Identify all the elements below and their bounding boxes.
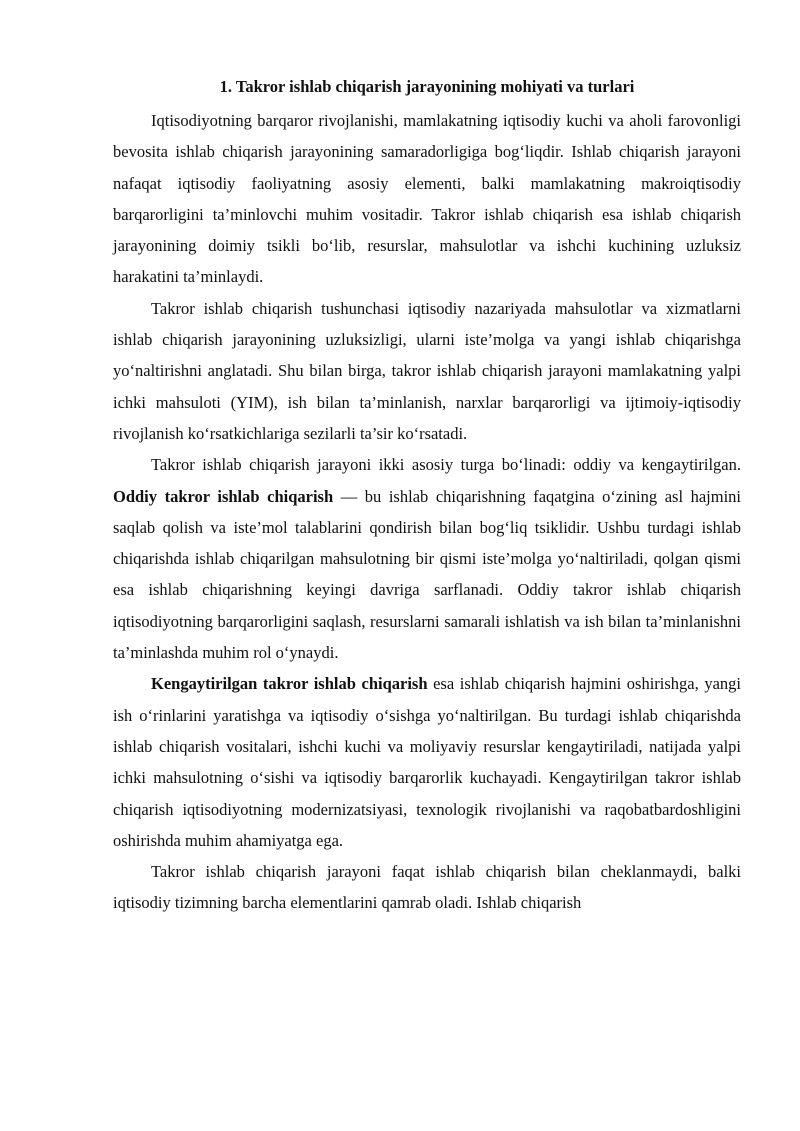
document-body bbox=[113, 71, 741, 919]
paragraph-5: Takror ishlab chiqarish jarayoni faqat ishlab chiqarish bilan cheklanmaydi, balki iqtisodiy tizimning barcha elementlarini qamrab oladi. Ishlab chiqarish bbox=[113, 862, 741, 913]
paragraph-3-lead: Takror ishlab chiqarish jarayoni ikki asosiy turga bo‘linadi: oddiy va kengaytirilgan. bbox=[151, 455, 741, 475]
paragraph-4 bbox=[113, 668, 741, 856]
term-expanded-reproduction: Kengaytirilgan takror ishlab chiqarish bbox=[151, 674, 428, 694]
term-simple-reproduction: Oddiy takror ishlab chiqarish bbox=[113, 486, 334, 506]
paragraph-3 bbox=[113, 449, 741, 668]
paragraph-4-body: esa ishlab chiqarish hajmini oshirishga, yangi ish o‘rinlarini yaratishga va iqtisodiy o‘sishga yo‘naltirilgan. Bu turdagi ishlab chiqarishda ishlab chiqarish vositalari, ishchi kuchi va moliyaviy resurslar kengaytiriladi, natijada yalpi ichki mahsulotning o‘sishi va iqtisodiy barqarorlik kuchayadi. Kengaytirilgan takror ishlab chiqarish iqtisodiyotning modernizatsiyasi, texnologik rivojlanishi va raqobatbardoshligini oshirishda muhim ahamiyatga ega. bbox=[113, 674, 741, 850]
paragraph-3-body: — bu ishlab chiqarishning faqatgina o‘zining asl hajmini saqlab qolish va iste’mol talablarini qondirish bilan bog‘liq tsiklidir. Ushbu turdagi ishlab chiqarishda ishlab chiqarilgan mahsulotning bir qismi iste’molga yo‘naltiriladi, qolgan qismi esa ishlab chiqarishning keyingi davriga sarflanadi. Oddiy takror ishlab chiqarish iqtisodiyotning barqarorligini saqlash, resurslarni samarali ishlatish va ish bilan ta’minlanishni ta’minlashda muhim rol o‘ynaydi. bbox=[113, 486, 742, 663]
paragraph-2: Takror ishlab chiqarish tushunchasi iqtisodiy nazariyada mahsulotlar va xizmatlarni ishlab chiqarish jarayonining uzluksizligi, ularni iste’molga va yangi ishlab chiqarishga yo‘naltirishni anglatadi. Shu bilan birga, takror ishlab chiqarish jarayoni mamlakatning yalpi ichki mahsuloti (YIM), ish bilan ta’minlanish, narxlar barqarorligi va ijtimoiy-iqtisodiy rivojlanish ko‘rsatkichlariga sezilarli ta’sir ko‘rsatadi. bbox=[113, 298, 741, 443]
paragraph-1: Iqtisodiyotning barqaror rivojlanishi, mamlakatning iqtisodiy kuchi va aholi farovonligi bevosita ishlab chiqarish jarayonining samaradorligiga bog‘liqdir. Ishlab chiqarish jarayoni nafaqat iqtisodiy faoliyatning asosiy elementi, balki mamlakatning makroiqtisodiy barqarorligini ta’minlovchi muhim vositadir. Takror ishlab chiqarish esa ishlab chiqarish jarayonining doimiy tsikli bo‘lib, resurslar, mahsulotlar va ishchi kuchining uzluksiz harakatini ta’minlaydi. bbox=[113, 111, 741, 287]
section-title: 1. Takror ishlab chiqarish jarayonining mohiyati va turlari bbox=[219, 77, 635, 96]
